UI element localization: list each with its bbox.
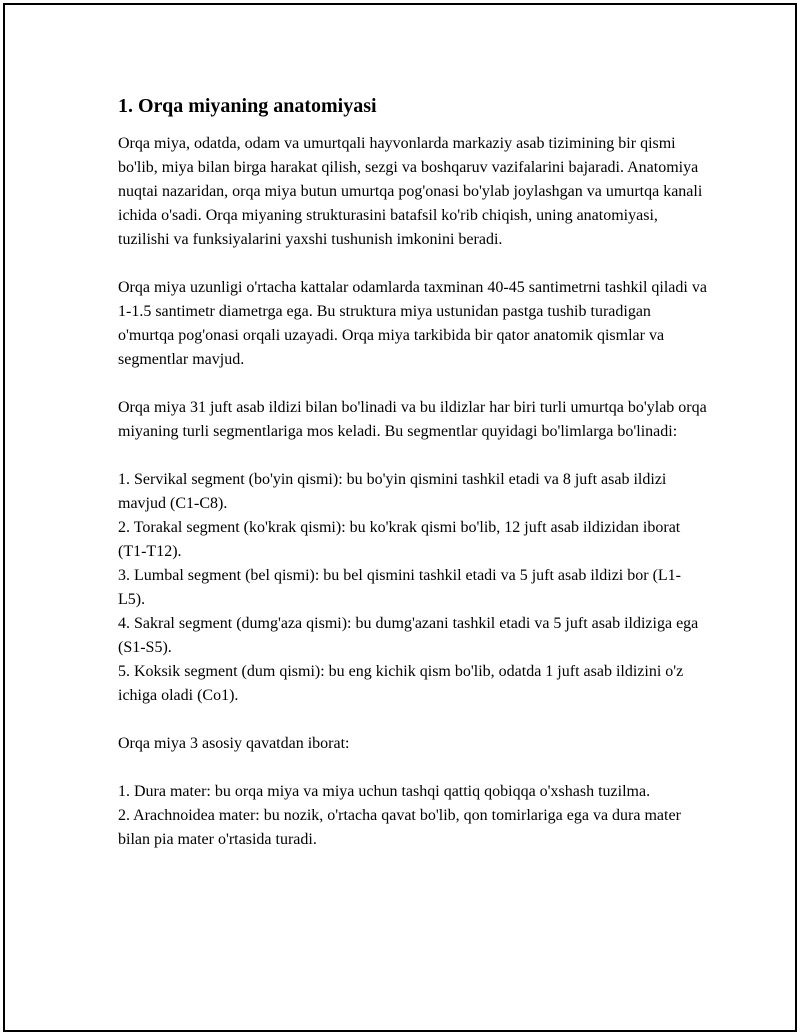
paragraph-intro: Orqa miya, odatda, odam va umurtqali hayvonlarda markaziy asab tizimining bir qismi bo'lib, miya bilan birga harakat qilish, sezgi va boshqaruv vazifalarini bajaradi. Anatomiya nuqtai nazaridan, orqa miya butun umurtqa pog'onasi bo'ylab joylashgan va umurtqa kanali ichida o'sadi. Orqa miyaning strukturasini batafsil ko'rib chiqish, uning anatomiyasi, tuzilishi va funksiyalarini yaxshi tushunish imkonini beradi. bbox=[118, 135, 703, 248]
layers-list bbox=[118, 780, 708, 852]
segments-list bbox=[118, 468, 708, 708]
paragraph-segments-intro: Orqa miya 31 juft asab ildizi bilan bo'linadi va bu ildizlar har biri turli umurtqa bo'ylab orqa miyaning turli segmentlariga mos keladi. Bu segmentlar quyidagi bo'limlarga bo'linadi: bbox=[118, 399, 707, 440]
list-item-segment-lumbar: 3. Lumbal segment (bel qismi): bu bel qismini tashkil etadi va 5 juft asab ildizi bor (L1-L5). bbox=[118, 567, 681, 608]
list-item-segment-sacral: 4. Sakral segment (dumg'aza qismi): bu dumg'azani tashkil etadi va 5 juft asab ildiziga ega (S1-S5). bbox=[118, 615, 699, 656]
list-item-segment-coccygeal: 5. Koksik segment (dum qismi): bu eng kichik qism bo'lib, odatda 1 juft asab ildizini o'z ichiga oladi (Co1). bbox=[118, 663, 684, 704]
list-item-segment-cervical: 1. Servikal segment (bo'yin qismi): bu bo'yin qismini tashkil etadi va 8 juft asab ildizi mavjud (C1-C8). bbox=[118, 471, 667, 512]
paragraph-layers-intro: Orqa miya 3 asosiy qavatdan iborat: bbox=[118, 735, 350, 752]
paragraph-length: Orqa miya uzunligi o'rtacha kattalar odamlarda taxminan 40-45 santimetrni tashkil qiladi va 1-1.5 santimetr diametrga ega. Bu struktura miya ustunidan pastga tushib turadigan o'murtqa pog'onasi orqali uzayadi. Orqa miya tarkibida bir qator anatomik qismlar va segmentlar mavjud. bbox=[118, 279, 707, 368]
section-title: 1. Orqa miyaning anatomiyasi bbox=[118, 95, 377, 117]
list-item-layer-arachnoid: 2. Arachnoidea mater: bu nozik, o'rtacha qavat bo'lib, qon tomirlariga ega va dura mater bilan pia mater o'rtasida turadi. bbox=[118, 807, 681, 848]
document-content bbox=[118, 92, 708, 852]
list-item-segment-thoracic: 2. Torakal segment (ko'krak qismi): bu ko'krak qismi bo'lib, 12 juft asab ildizidan iborat (T1-T12). bbox=[118, 519, 681, 560]
list-item-layer-dura: 1. Dura mater: bu orqa miya va miya uchun tashqi qattiq qobiqqa o'xshash tuzilma. bbox=[118, 783, 651, 800]
